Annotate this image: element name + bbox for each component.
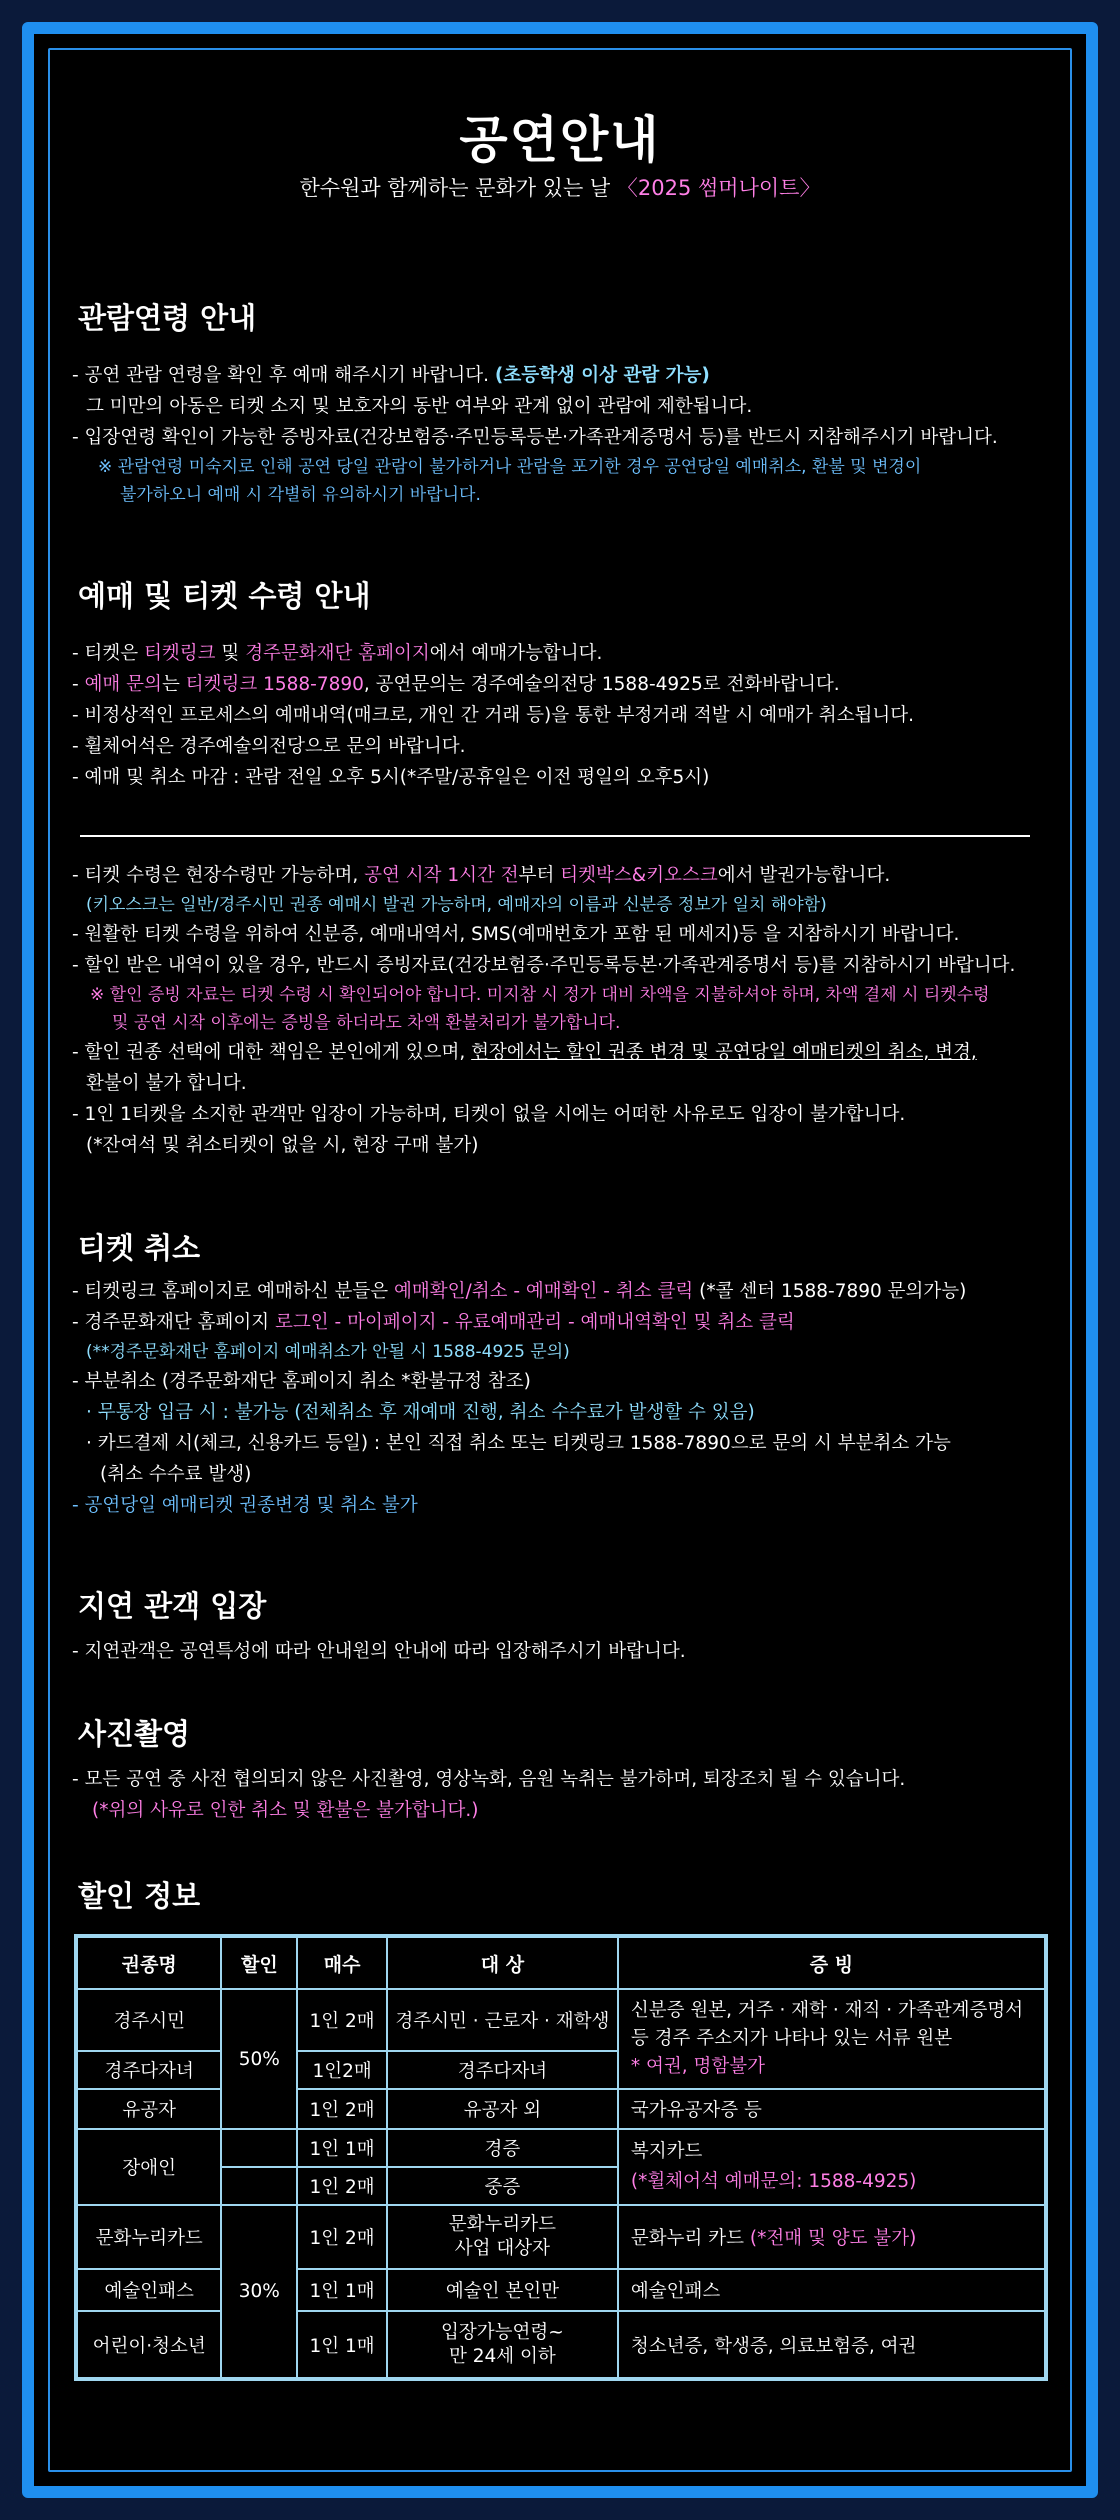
discount-rate: 30% (221, 2205, 297, 2379)
photo-lines: - 모든 공연 중 사전 협의되지 않은 사진촬영, 영상녹화, 음원 녹취는 불가하며, 퇴장조치 될 수 있습니다. (*위의 사유로 인한 취소 및 환불은 불가합니다.) (72, 1769, 906, 1821)
booking-lines: - 티켓은 티켓링크 및 경주문화재단 홈페이지에서 예매가능합니다. - 예매 문의는 티켓링크 1588-7890, 공연문의는 경주예술의전당 1588-4925로 전화바랍니다. - 비정상적인 프로세스의 예매내역(매크로, 개인 간 거래 등)을 통한 부정거래 적발 시 예매가 취소됩니다. - 휠체어석은 경주예술의전당으로 문의 바랍니다. - 예매 및 취소 마감 : 관람 전일 오후 5시(*주말/공휴일은 이전 평일의 오후5시) (72, 643, 915, 788)
late-heading: 지연 관객 입장 (78, 1589, 267, 1623)
table-row: 경주다자녀 1인2매 경주다자녀 (76, 2051, 1046, 2089)
proof-cell: 신분증 원본, 거주 · 재학 · 재직 · 가족관계증명서 등 경주 주소지가 나타나 있는 서류 원본 * 여권, 명함불가 (618, 1989, 1046, 2089)
table-row: 장애인 1인 1매 경증 복지카드 (*휠체어석 예매문의: 1588-4925) (76, 2129, 1046, 2167)
section-divider (80, 835, 1030, 837)
discount-table (74, 1934, 1048, 2381)
col-header: 대 상 (387, 1936, 618, 1989)
booking-heading: 예매 및 티켓 수령 안내 (78, 579, 371, 613)
table-row: 유공자 1인 2매 유공자 외 국가유공자증 등 (76, 2089, 1046, 2129)
discount-heading: 할인 정보 (78, 1879, 201, 1913)
table-row: 예술인패스 1인 1매 예술인 본인만 예술인패스 (76, 2269, 1046, 2311)
col-header: 권종명 (76, 1936, 221, 1989)
cancel-lines: - 티켓링크 홈페이지로 예매하신 분들은 예매확인/취소 - 예매확인 - 취소 클릭 (*콜 센터 1588-7890 문의가능) - 경주문화재단 홈페이지 로그인 - 마이페이지 - 유료예매관리 - 예매내역확인 및 취소 클릭 (**경주문화재단 홈페이지 예매취소가 안될 시 1588-4925 문의) - 부분취소 (경주문화재단 홈페이지 취소 *환불규정 참조) · 무통장 입금 시 : 불가능 (전체취소 후 재예매 진행, 취소 수수료가 발생할 수 있음) · 카드결제 시(체크, 신용카드 등일) : 본인 직접 취소 또는 티켓링크 1588-7890으로 문의 시 부분취소 가능 (취소 수수료 발생) - 공연당일 예매티켓 권종변경 및 취소 불가 (72, 1281, 967, 1516)
photo-heading: 사진촬영 (78, 1717, 191, 1751)
table-row: 1인 2매 중증 (76, 2167, 1046, 2205)
cancel-heading: 티켓 취소 (78, 1231, 201, 1265)
table-header-row (76, 1936, 1046, 1989)
page-subtitle: 한수원과 함께하는 문화가 있는 날 〈2025 썸머나이트〉 (299, 176, 821, 200)
page-title: 공연안내 (459, 111, 661, 169)
col-header: 할인 (221, 1936, 297, 1989)
late-lines: - 지연관객은 공연특성에 따라 안내원의 안내에 따라 입장해주시기 바랍니다. (72, 1641, 686, 1662)
discount-rate: 50% (221, 1989, 297, 2129)
age-heading: 관람연령 안내 (78, 301, 257, 335)
col-header: 증 빙 (618, 1936, 1046, 1989)
proof-cell: 복지카드 (*휠체어석 예매문의: 1588-4925) (618, 2129, 1046, 2205)
ticket-receipt-lines: - 티켓 수령은 현장수령만 가능하며, 공연 시작 1시간 전부터 티켓박스&키오스크에서 발권가능합니다. (키오스크는 일반/경주시민 권종 예매시 발권 가능하며, 예매자의 이름과 신분증 정보가 일치 해야함) - 원활한 티켓 수령을 위하여 신분증, 예매내역서, SMS(예매번호가 포함 된 메세지)등 을 지참하시기 바랍니다. - 할인 받은 내역이 있을 경우, 반드시 증빙자료(건강보험증·주민등록등본·가족관계증명서 등)를 지참하시기 바랍니다. ※ 할인 증빙 자료는 티켓 수령 시 확인되어야 합니다. 미지참 시 정가 대비 차액을 지불하셔야 하며, 차액 결제 시 티켓수령 및 공연 시작 이후에는 증빙을 하더라도 차액 환불처리가 불가합니다. - 할인 권종 선택에 대한 책임은 본인에게 있으며, 현장에서는 할인 권종 변경 및 공연당일 예매티켓의 취소, 변경, 환불이 불가 합니다. - 1인 1티켓을 소지한 관객만 입장이 가능하며, 티켓이 없을 시에는 어떠한 사유로도 입장이 불가합니다. (*잔여석 및 취소티켓이 없을 시, 현장 구매 불가) (72, 865, 1016, 1156)
table-row: 문화누리카드 30% 1인 2매 문화누리카드 사업 대상자 문화누리 카드 (*전매 및 양도 불가) (76, 2205, 1046, 2269)
age-lines: - 공연 관람 연령을 확인 후 예매 해주시기 바랍니다. (초등학생 이상 관람 가능) 그 미만의 아동은 티켓 소지 및 보호자의 동반 여부와 관계 없이 관람에 제한됩니다. - 입장연령 확인이 가능한 증빙자료(건강보험증·주민등록등본·가족관계증명서 등)를 반드시 지참해주시기 바랍니다. ※ 관람연령 미숙지로 인해 공연 당일 관람이 불가하거나 관람을 포기한 경우 공연당일 예매취소, 환불 및 변경이 불가하오니 예매 시 각별히 유의하시기 바랍니다. (72, 365, 998, 505)
col-header: 매수 (297, 1936, 387, 1989)
table-row: 어린이·청소년 1인 1매 입장가능연령~ 만 24세 이하 청소년증, 학생증, 의료보험증, 여권 (76, 2311, 1046, 2379)
table-row: 경주시민 50% 1인 2매 경주시민 · 근로자 · 재학생 신분증 원본, 거주 · 재학 · 재직 · 가족관계증명서 등 경주 주소지가 나타나 있는 서류 원본 * 여권, 명함불가 (76, 1989, 1046, 2051)
